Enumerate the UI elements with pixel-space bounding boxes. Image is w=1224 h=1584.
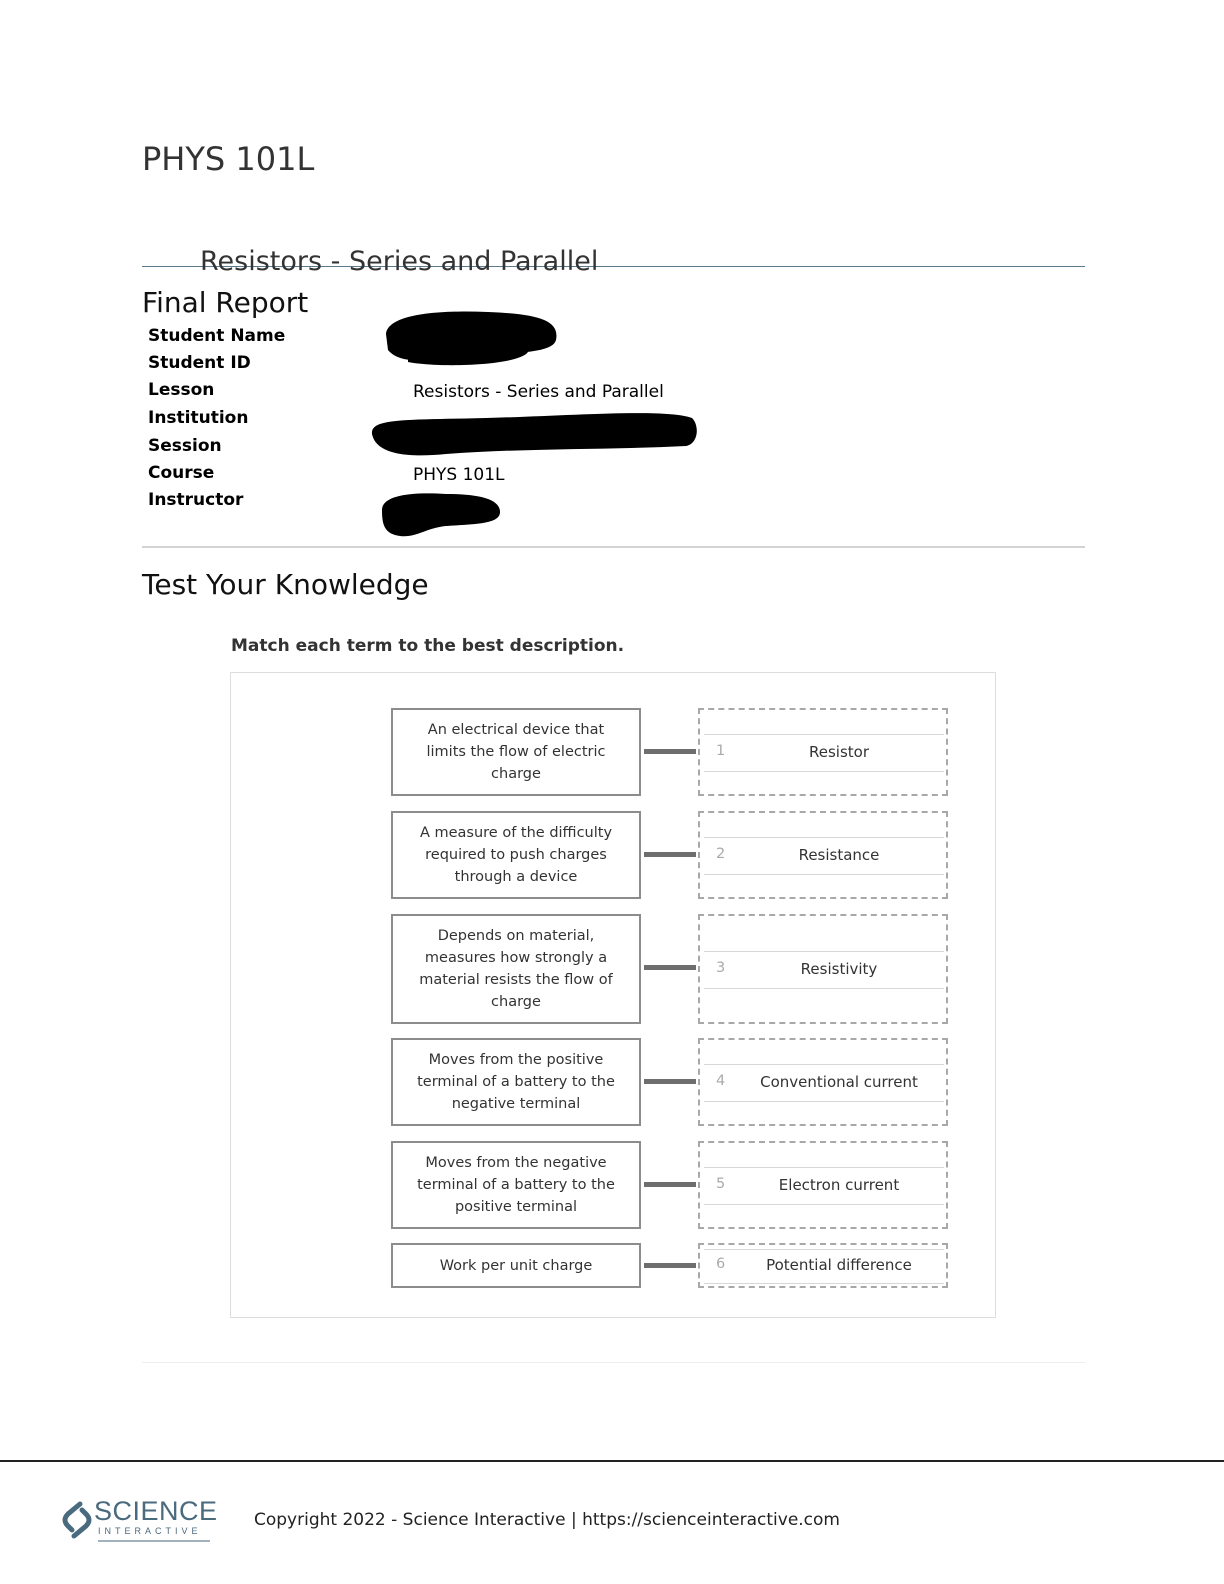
- match-connector: [644, 1079, 696, 1084]
- drop-zone[interactable]: [698, 811, 948, 899]
- drop-zone[interactable]: [698, 914, 948, 1024]
- report-title: Final Report: [142, 286, 309, 319]
- match-connector: [644, 749, 696, 754]
- match-connector: [644, 1263, 696, 1268]
- term-number: 1: [716, 743, 726, 759]
- term-card[interactable]: [704, 837, 944, 875]
- logo-name: SCIENCE: [94, 1496, 218, 1526]
- term-card[interactable]: [704, 1167, 944, 1205]
- info-label: Lesson: [148, 380, 215, 400]
- term-card[interactable]: [704, 951, 944, 989]
- drop-zone[interactable]: [698, 708, 948, 796]
- logo-tagline-mark: [98, 1540, 210, 1542]
- content-end-divider: [142, 1362, 1085, 1363]
- info-row-course: [148, 463, 748, 489]
- description-card: A measure of the difficulty required to push charges through a device: [391, 811, 641, 899]
- term-number: 4: [716, 1073, 726, 1089]
- term-card[interactable]: [704, 1064, 944, 1102]
- term-label: Resistor: [809, 743, 869, 761]
- drop-zone[interactable]: [698, 1038, 948, 1126]
- description-card: An electrical device that limits the flow of electric charge: [391, 708, 641, 796]
- term-card[interactable]: [704, 734, 944, 772]
- info-label: Student Name: [148, 326, 286, 346]
- description-card: Moves from the positive terminal of a battery to the negative terminal: [391, 1038, 641, 1126]
- description-card: Depends on material, measures how strongly a material resists the flow of charge: [391, 914, 641, 1024]
- term-label: Potential difference: [766, 1255, 912, 1274]
- term-number: 3: [716, 960, 726, 976]
- term-card[interactable]: [704, 1249, 944, 1284]
- redaction-mark: [378, 306, 564, 368]
- copyright-text: Copyright 2022 - Science Interactive | https://scienceinteractive.com: [254, 1510, 840, 1530]
- match-connector: [644, 965, 696, 970]
- term-label: Resistivity: [800, 960, 878, 978]
- section-title: Test Your Knowledge: [142, 568, 429, 601]
- match-connector: [644, 852, 696, 857]
- info-label: Instructor: [148, 490, 244, 510]
- info-value: PHYS 101L: [413, 465, 505, 485]
- info-row-lesson: [148, 380, 748, 406]
- info-label: Session: [148, 436, 222, 456]
- drop-zone[interactable]: [698, 1141, 948, 1229]
- term-label: Conventional current: [760, 1073, 918, 1091]
- term-number: 6: [716, 1255, 726, 1272]
- footer-divider: [0, 1460, 1224, 1462]
- course-title: PHYS 101L: [142, 140, 315, 178]
- logo-mark-icon: [60, 1500, 94, 1540]
- science-interactive-logo: [60, 1496, 220, 1546]
- info-label: Course: [148, 463, 215, 483]
- term-label: Electron current: [778, 1176, 900, 1194]
- drop-zone[interactable]: [698, 1243, 948, 1288]
- term-label: Resistance: [798, 846, 880, 864]
- match-connector: [644, 1182, 696, 1187]
- question-prompt: Match each term to the best description.: [231, 636, 625, 656]
- info-value: Resistors - Series and Parallel: [413, 382, 664, 402]
- section-divider: [142, 546, 1085, 548]
- info-label: Institution: [148, 408, 249, 428]
- lesson-heading: Resistors - Series and Parallel: [200, 246, 599, 277]
- info-label: Student ID: [148, 353, 251, 373]
- redaction-mark: [366, 404, 702, 460]
- term-number: 5: [716, 1176, 726, 1192]
- redaction-mark: [376, 488, 506, 542]
- logo-subname: INTERACTIVE: [98, 1526, 202, 1536]
- term-number: 2: [716, 846, 726, 862]
- description-card: Moves from the negative terminal of a battery to the positive terminal: [391, 1141, 641, 1229]
- description-card: Work per unit charge: [391, 1243, 641, 1288]
